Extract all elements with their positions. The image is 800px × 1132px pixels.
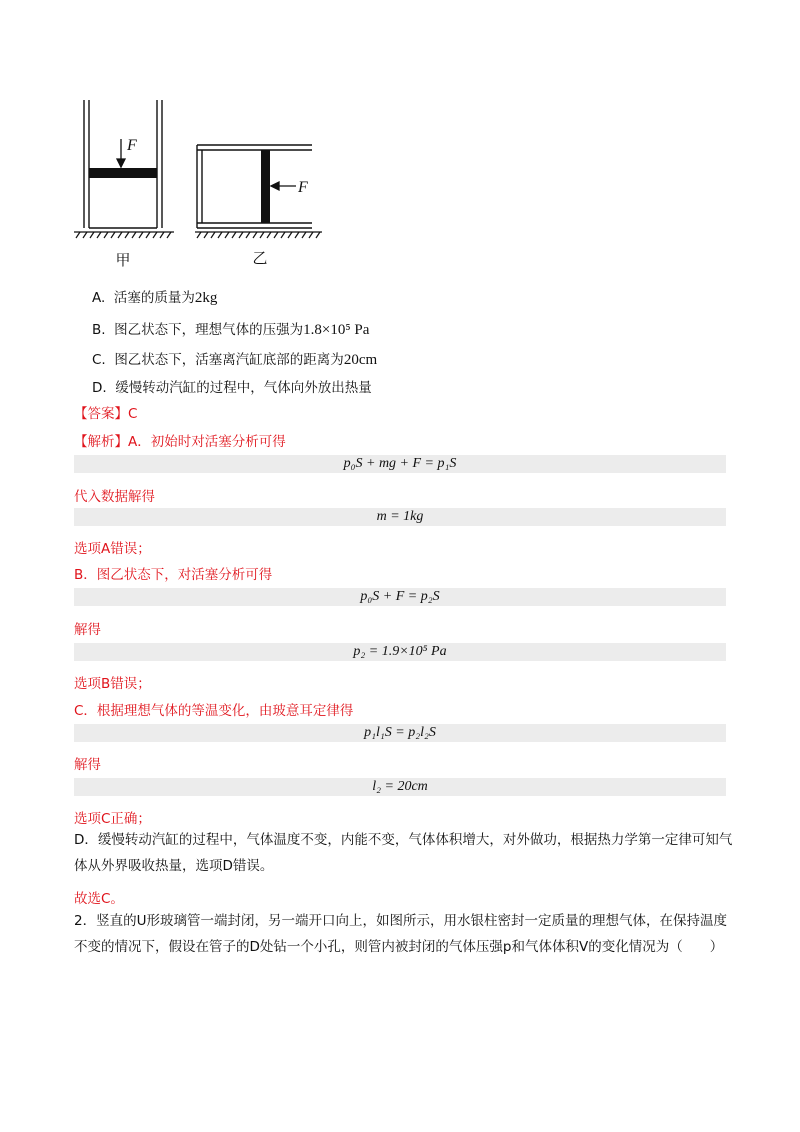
answer-line: 【答案】C [74,406,138,422]
force-label-jia: F [127,137,137,154]
label-jia: 甲 [115,251,131,269]
option-d: D. 缓慢转动汽缸的过程中，气体向外放出热量 [92,380,372,396]
ground-jia [74,232,174,238]
piston-jia [89,168,157,178]
equation-4: p₂ = 1.9×10⁵ Pa [74,643,726,661]
option-a: A. 活塞的质量为2kg [92,290,218,306]
analysis-d-text: D．缓慢转动汽缸的过程中，气体温度不变，内能不变，气体体积增大，对外做功，根据热力学第一定律可知气体从外界吸收热量，选项D错误。 [74,832,733,874]
b-result: 选项B错误； [74,676,151,692]
force-arrow-yi [271,182,296,190]
force-arrow-jia [117,139,125,167]
piston-figure [70,95,330,270]
analysis-a-intro: 【解析】A．初始时对活塞分析可得 [74,434,286,450]
equation-3: p₀S + F = p₂S [74,588,726,606]
question-2: 2．竖直的U形玻璃管一端封闭，另一端开口向上，如图所示，用水银柱密封一定质量的理想气体，在保持温度不变的情况下，假设在管子的D处钻一个小孔，则管内被封闭的气体压强p和气体体积V的变化情况为（ ） [74,913,727,955]
option-b: B. 图乙状态下，理想气体的压强为1.8×10⁵ Pa [92,322,370,338]
equation-6: l₂ = 20cm [74,778,726,796]
solve-text-1: 解得 [74,622,101,638]
analysis-b-intro: B．图乙状态下，对活塞分析可得 [74,567,273,583]
conclusion: 故选C。 [74,891,124,907]
option-c: C. 图乙状态下，活塞离汽缸底部的距离为20cm [92,352,378,368]
equation-1: p₀S + mg + F = p₁S [74,455,726,473]
substitute-text: 代入数据解得 [74,489,155,505]
a-result: 选项A错误； [74,541,151,557]
label-yi: 乙 [252,249,268,267]
piston-yi [261,150,270,223]
analysis-c-intro: C．根据理想气体的等温变化，由玻意耳定律得 [74,703,354,719]
solve-text-2: 解得 [74,757,101,773]
ground-yi [195,232,322,238]
c-result: 选项C正确； [74,811,151,827]
equation-5: p₁l₁S = p₂l₂S [74,724,726,742]
equation-2: m = 1kg [74,508,726,526]
force-label-yi: F [298,179,308,196]
